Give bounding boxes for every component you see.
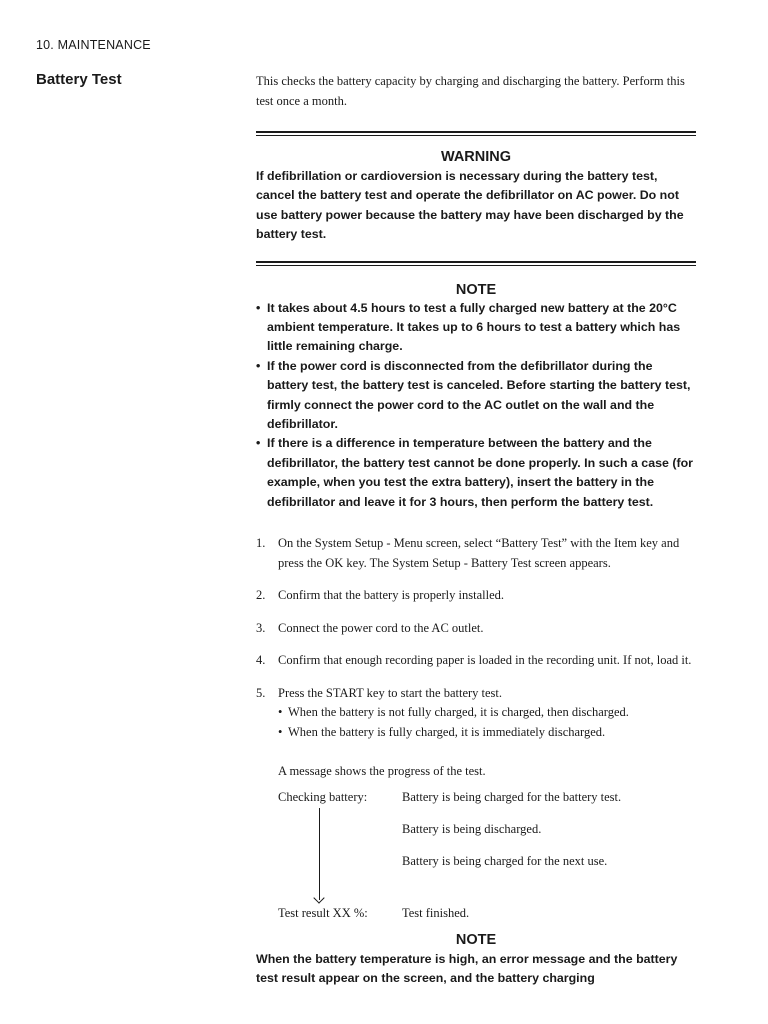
progress-diagram (278, 788, 696, 918)
step-number: 4. (256, 653, 266, 668)
step-text: Press the START key to start the battery test. (278, 685, 503, 700)
warning-title: WARNING (440, 149, 512, 165)
step-sub-list (278, 703, 696, 742)
note-title: NOTE (455, 281, 497, 298)
down-arrow-icon (313, 892, 324, 903)
step-item (256, 534, 696, 573)
step-number: 2. (256, 588, 266, 603)
note-item: • It takes about 4.5 hours to test a fully charged new battery at the 20°C ambient temperature. It takes up to 6 hours to test a battery which has little remaining charge. (256, 299, 696, 357)
step-number: 3. (256, 620, 266, 635)
warning-bottom-rule (256, 261, 696, 266)
step-item (256, 651, 696, 671)
progress-message: Battery is being charged for the battery test. (402, 789, 622, 804)
note-box-1 (256, 282, 696, 512)
chapter-header: 10. MAINTENANCE (36, 38, 151, 52)
progress-arrow-line (319, 808, 320, 900)
step-text: Confirm that the battery is properly installed. (278, 588, 504, 603)
note-item: • If the power cord is disconnected from the defibrillator during the battery test, the battery test is canceled. Before starting the battery test, firmly connect the power cord to the AC outlet on the wall and the defibrillator. (256, 357, 696, 435)
step-item (256, 586, 696, 606)
step-number: 5. (256, 685, 266, 700)
warning-top-rule (256, 131, 696, 136)
step-number: 1. (256, 536, 266, 551)
warning-box (256, 149, 696, 245)
progress-message: Battery is being charged for the next use. (402, 853, 608, 868)
note-list (256, 299, 696, 512)
step-sub-item: • When the battery is not fully charged, it is charged, then discharged. (278, 703, 696, 723)
step-item (256, 684, 696, 782)
result-label: Test result XX %: (278, 905, 368, 920)
note-box-2 (256, 932, 696, 989)
note-text: When the battery temperature is high, an error message and the battery test result appear on the screen, and the battery charging (256, 951, 678, 985)
note-title: NOTE (455, 931, 497, 948)
result-message: Test finished. (402, 905, 470, 920)
note-item: • If there is a difference in temperature between the battery and the defibrillator, the battery test cannot be done properly. In such a case (for example, when you test the extra battery), insert the battery in the defibrillator and leave it for 3 hours, then perform the battery test. (256, 434, 696, 512)
checking-label: Checking battery: (278, 789, 368, 804)
step-sub-item: • When the battery is fully charged, it is immediately discharged. (278, 723, 696, 743)
section-title: Battery Test (36, 71, 122, 88)
progress-message: Battery is being discharged. (402, 821, 542, 836)
step-text: Connect the power cord to the AC outlet. (278, 620, 484, 635)
step-text: On the System Setup - Menu screen, select “Battery Test” with the Item key and press the OK key. The System Setup - Battery Test screen appears. (278, 536, 680, 570)
warning-text: If defibrillation or cardioversion is necessary during the battery test, cancel the battery test and operate the defibrillator on AC power. Do not use battery power because the battery may have been discharged by the battery test. (256, 169, 684, 242)
step-item (256, 619, 696, 639)
step-text: Confirm that enough recording paper is loaded in the recording unit. If not, load it. (278, 653, 692, 668)
steps-list (256, 534, 696, 782)
intro-paragraph: This checks the battery capacity by charging and discharging the battery. Perform this test once a month. (256, 74, 685, 108)
main-content (256, 72, 696, 988)
progress-intro: A message shows the progress of the test. (278, 764, 486, 779)
